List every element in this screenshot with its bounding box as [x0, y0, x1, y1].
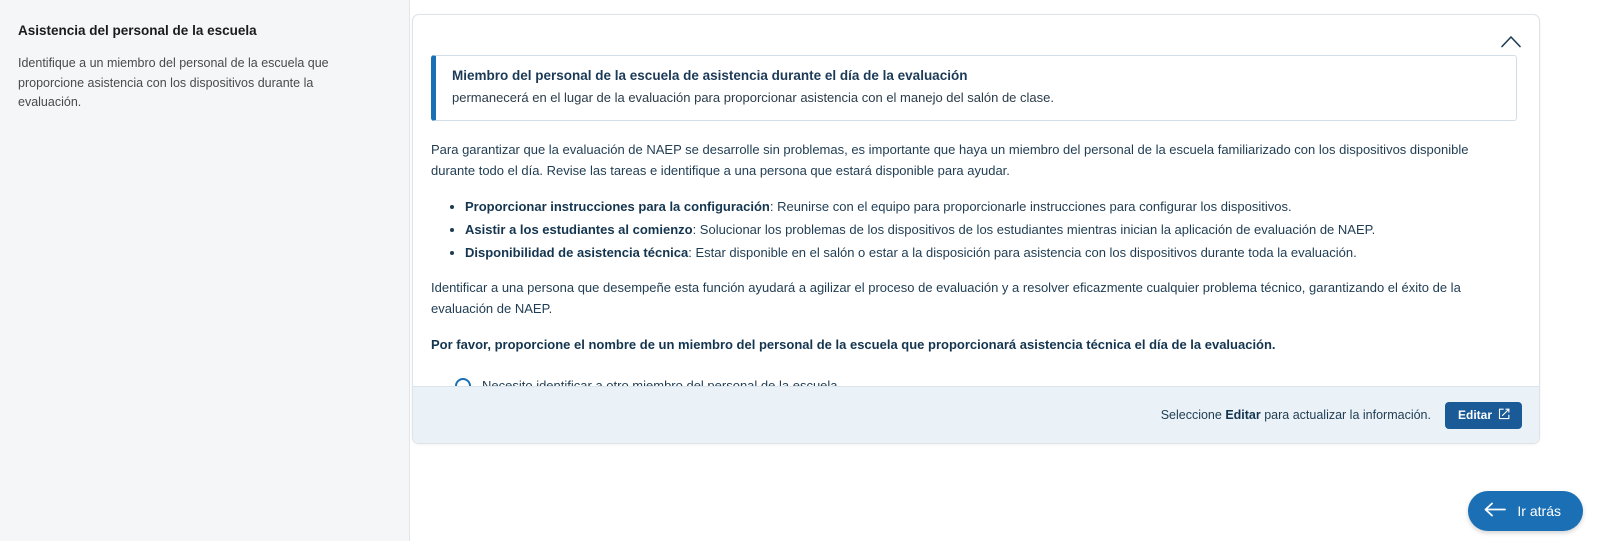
staff-assistance-card: [412, 14, 1540, 444]
card-footer: [413, 386, 1539, 443]
arrow-left-icon: [1484, 502, 1506, 520]
chevron-up-icon[interactable]: [1497, 27, 1525, 55]
footer-text-after: para actualizar la información.: [1260, 408, 1431, 422]
edit-button[interactable]: [1445, 402, 1522, 429]
footer-text-bold: Editar: [1225, 408, 1261, 422]
card-body: [413, 15, 1539, 395]
pencil-square-icon: [1498, 408, 1510, 423]
assistance-callout: [431, 55, 1517, 121]
page-title: Asistencia del personal de la escuela: [18, 23, 257, 38]
callout-title: Miembro del personal de la escuela de asistencia durante el día de la evaluación: [452, 68, 968, 83]
sidebar: [0, 0, 410, 541]
list-item: [465, 242, 1517, 263]
prompt-paragraph: Por favor, proporcione el nombre de un miembro del personal de la escuela que proporcionará asistencia técnica el día de la evaluación.: [431, 336, 1276, 352]
task-text: : Reunirse con el equipo para proporcionarle instrucciones para configurar los dispositivos.: [769, 198, 1292, 214]
task-list: [431, 196, 1517, 263]
go-back-label: Ir atrás: [1517, 503, 1561, 519]
footer-instruction: [1161, 408, 1431, 422]
go-back-button[interactable]: [1468, 491, 1583, 531]
callout-subtitle: permanecerá en el lugar de la evaluación para proporcionar asistencia con el manejo del salón de clase.: [452, 89, 1054, 105]
task-label: Disponibilidad de asistencia técnica: [465, 244, 689, 260]
sidebar-description: Identifique a un miembro del personal de la escuela que proporcione asistencia con los dispositivos durante la evaluación.: [18, 56, 329, 109]
task-text: : Solucionar los problemas de los dispositivos de los estudiantes mientras inician la aplicación de evaluación de NAEP.: [692, 221, 1376, 237]
footer-text-before: Seleccione: [1160, 408, 1226, 422]
edit-button-label: Editar: [1457, 408, 1492, 422]
closing-paragraph: Identificar a una persona que desempeñe esta función ayudará a agilizar el proceso de evaluación y a resolver eficazmente cualquier problema técnico, garantizando el éxito de la evaluación de NAEP.: [431, 279, 1461, 317]
list-item: [465, 196, 1517, 217]
intro-paragraph: Para garantizar que la evaluación de NAEP se desarrolle sin problemas, es importante que haya un miembro del personal de la escuela familiarizado con los dispositivos disponible durante todo el día. Revise las tareas e identifique a una persona que estará disponible para ayudar.: [431, 141, 1469, 179]
task-label: Asistir a los estudiantes al comienzo: [465, 221, 693, 237]
task-label: Proporcionar instrucciones para la configuración: [465, 198, 770, 214]
list-item: [465, 219, 1517, 240]
task-text: : Estar disponible en el salón o estar a la disposición para asistencia con los dispositivos durante toda la evaluación.: [688, 244, 1357, 260]
